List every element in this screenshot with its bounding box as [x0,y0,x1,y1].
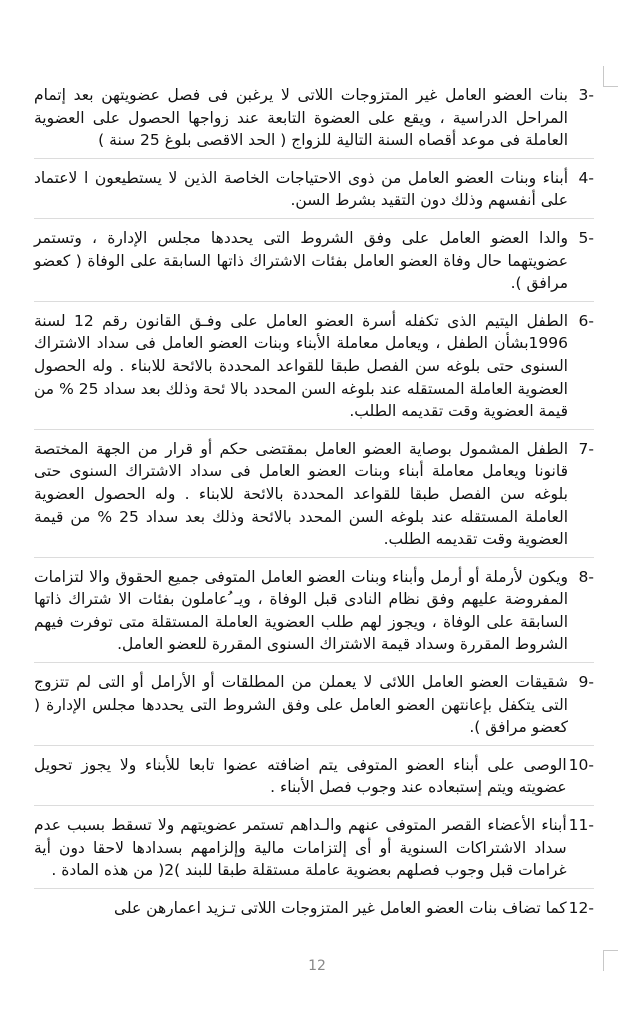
item-number: -8 [578,567,594,586]
item-text: ويكون لأرملة أو أرمل وأبناء وبنات العضو العامل المتوفى جميع الحقوق والا لتزامات المفروضة عليهم وفق نظام النادى قبل الوفاة ، ويـ ُعاملون بفئات الا شتراك ذاتها السابقة على الوفاة ، ويجوز لهم طلب العضوية العاملة المستقلة متى توفرت فيهم الشروط المقررة وسداد قيمة الاشتراك السنوى المقررة للعضو العامل. [34,567,568,654]
item-number: -10 [568,755,594,774]
list-item [34,897,594,926]
list-item [34,814,594,889]
item-number: -7 [578,439,594,458]
list-item [34,438,594,558]
list-item [34,566,594,663]
list-item [34,227,594,302]
item-text: الطفل اليتيم الذى تكفله أسرة العضو العامل على وفـق القانون رقم 12 لسنة 1996بشأن الطفل ، ويعامل معاملة الأبناء وبنات العضو العامل فى سداد الاشتراك السنوى حتى بلوغه سن الفصل طبقا للقواعد المحددة بالائحة للابناء . وله الحصول العضوية العاملة المستقله عند بلوغه السن المحدد بالا ئحة وذلك بعد سداد 25 % من قيمة العضوية وقت تقديمه الطلب. [34,311,569,421]
page-number: 12 [308,958,326,974]
item-text: شقيقات العضو العامل اللائى لا يعملن من المطلقات أو الأرامل أو التى لم تتزوج التى يتكفل بإعانتهن العضو العامل على وفق الشروط التى يحددها مجلس الإدارة ( كعضو مرافق ). [34,673,568,737]
item-text: والدا العضو العامل على وفق الشروط التى يحددها مجلس الإدارة ، وتستمر عضويتهما حال وفاة العضو العامل بفئات الاشتراك ذاتها السابقة على الوفاة ( كعضو مرافق ). [34,228,568,293]
item-text: الطفل المشمول بوصاية العضو العامل بمقتضى حكم أو قرار من الجهة المختصة قانونا ويعامل معاملة أبناء وبنات العضو العامل فى سداد الاشتراك السنوى حتى بلوغه سن الفصل طبقا للقواعد المحددة بالائحة للابناء . وله الحصول العضوية العاملة المستقله عند بلوغه السن المحدد بالائحة وذلك بعد سداد 25 % من قيمة العضوية وقت تقديمه الطلب. [34,439,569,549]
list-item [34,310,594,430]
item-number: -4 [578,168,594,187]
item-number: -9 [578,673,594,692]
item-text: الوصى على أبناء العضو المتوفى يتم اضافته عضوا تابعا للأبناء ولا يجوز تحويل عضويته ويتم إستبعاده عند وجوب فصل الأبناء . [34,755,567,797]
item-number: -11 [568,816,594,835]
item-text: بنات العضو العامل غير المتزوجات اللاتى لا يرغبن فى فصل عضويتهن بعد إتمام المراحل الدراسية ، ويقع على العضوة التابعة عند زواجها الحصول على العضوية العاملة فى موعد أقصاه السنة التالية للزواج ( الحد الاقصى بلوغ 25 سنة ) [34,86,568,150]
item-number: -3 [578,86,594,104]
item-text: أبناء وبنات العضو العامل من ذوى الاحتياجات الخاصة الذين لا يستطيعون ا لاعتماد على أنفسهم وذلك دون التقيد بشرط السن. [34,168,568,210]
list-item [34,167,594,219]
list-item [34,754,594,806]
list-item [34,671,594,746]
document-body [34,84,594,933]
item-number: -12 [568,898,594,917]
page-corner-mark-top [603,66,618,87]
item-number: -6 [578,311,594,330]
list-item [34,84,594,159]
item-text: كما تضاف بنات العضو العامل غير المتزوجات اللاتى تـزيد اعمارهن على [113,898,567,917]
item-text: أبناء الأعضاء القصر المتوفى عنهم والـداه‍م تستمر عضويتهم ولا تسقط بسبب عدم سداد الاشتراكات السنوية أو أى إلتزامات مالية وإلزامهم بسدادها لاحقا دون أية غرامات قبل وجوب فصلهم بعضوية عاملة مستقلة طبقا للبند )2( من هذه المادة . [34,816,567,880]
item-number: -5 [578,228,594,247]
